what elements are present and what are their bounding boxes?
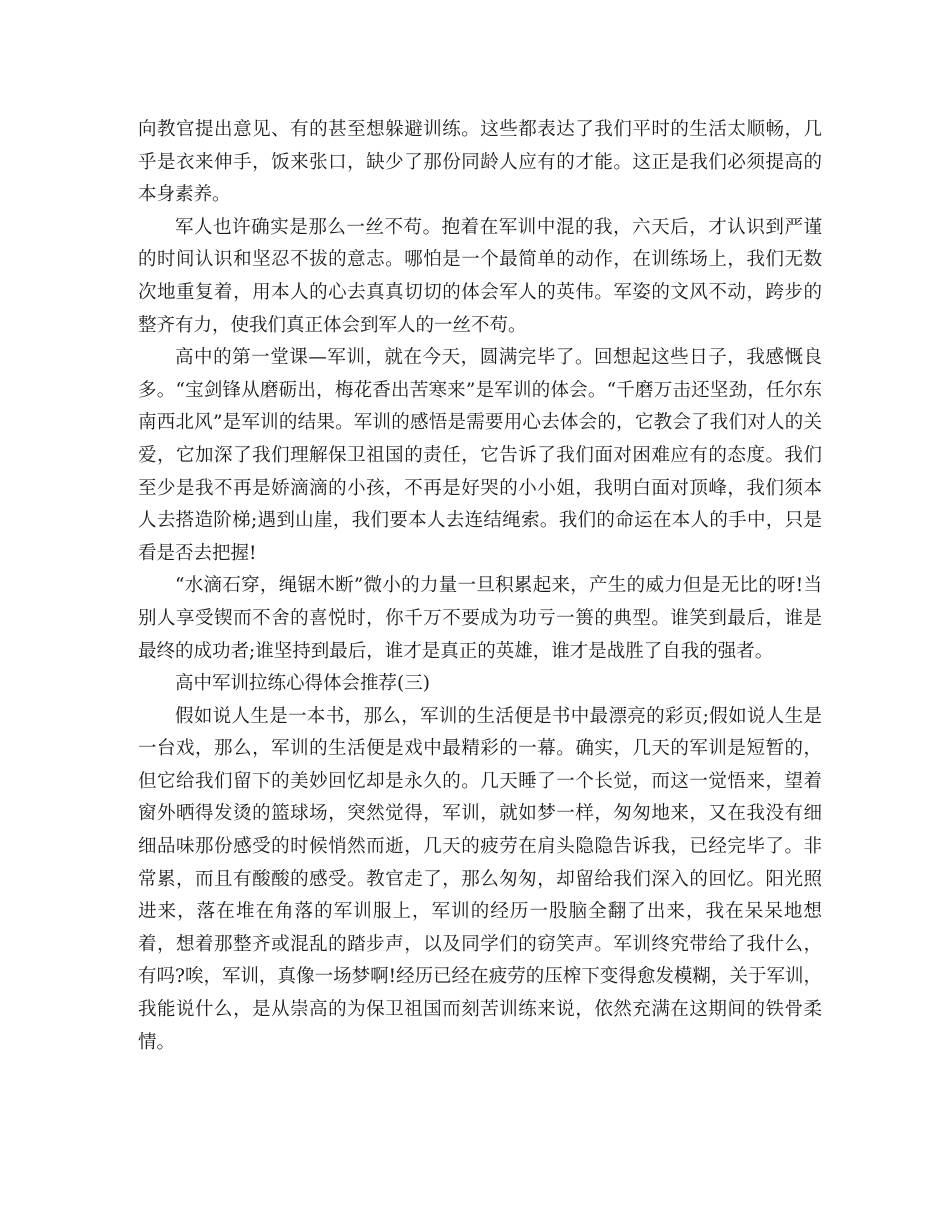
paragraph-life-book: 假如说人生是一本书，那么，军训的生活便是书中最漂亮的彩页;假如说人生是一台戏，那么，军训的生活便是戏中最精彩的一幕。确实，几天的军训是短暂的，但它给我们留下的美妙回忆却是永久的。几天睡了一个长觉，而这一觉悟来，望着窗外晒得发烫的篮球场，突然觉得，军训，就如梦一样，匆匆地来，又在我没有细细品味那份感受的时候悄然而逝，几天的疲劳在肩头隐隐告诉我，已经完毕了。非常累，而且有酸酸的感受。教官走了，那么匆匆，却留给我们深入的回忆。阳光照进来，落在堆在角落的军训服上，军训的经历一股脑全翻了出来，我在呆呆地想着，想着那整齐或混乱的踏步声，以及同学们的窃笑声。军训终究带给了我什么，有吗?唉，军训，真像一场梦啊!经历已经在疲劳的压榨下变得愈发模糊，关于军训，我能说什么，是从崇高的为保卫祖国而刻苦训练来说，依然充满在这期间的铁骨柔情。 (138, 705, 822, 1053)
paragraph-continuation: 向教官提出意见、有的甚至想躲避训练。这些都表达了我们平时的生活太顺畅，几乎是衣来伸手，饭来张口，缺少了那份同龄人应有的才能。这正是我们必须提高的本身素养。 (138, 119, 822, 206)
paragraph-water-drop: “水滴石穿，绳锯木断”微小的力量一旦积累起来，产生的威力但是无比的呀!当别人享受锲而不舍的喜悦时，你千万不要成为功亏一篑的典型。谁笑到最后，谁是最终的成功者;谁坚持到最后，谁才是真正的英雄，谁才是战胜了自我的强者。 (138, 575, 822, 662)
paragraph-soldier-rigor: 军人也许确实是那么一丝不苟。抱着在军训中混的我，六天后，才认识到严谨的时间认识和坚忍不拔的意志。哪怕是一个最简单的动作，在训练场上，我们无数次地重复着，用本人的心去真真切切的体会军人的英伟。军姿的文风不动，跨步的整齐有力，使我们真正体会到军人的一丝不苟。 (138, 216, 822, 336)
section-heading: 高中军训拉练心得体会推荐(三) (175, 673, 430, 695)
paragraph-first-lesson: 高中的第一堂课—军训，就在今天，圆满完毕了。回想起这些日子，我感慨良多。“宝剑锋从磨砺出，梅花香出苦寒来”是军训的体会。“千磨万击还坚劲，任尔东南西北风”是军训的结果。军训的感悟是需要用心去体会的，它教会了我们对人的关爱，它加深了我们理解保卫祖国的责任，它告诉了我们面对困难应有的态度。我们至少是我不再是娇滴滴的小孩，不再是好哭的小小姐，我明白面对顶峰，我们须本人去搭造阶梯;遇到山崖，我们要本人去连结绳索。我们的命运在本人的手中，只是看是否去把握! (138, 347, 822, 564)
document-body (138, 114, 822, 1059)
